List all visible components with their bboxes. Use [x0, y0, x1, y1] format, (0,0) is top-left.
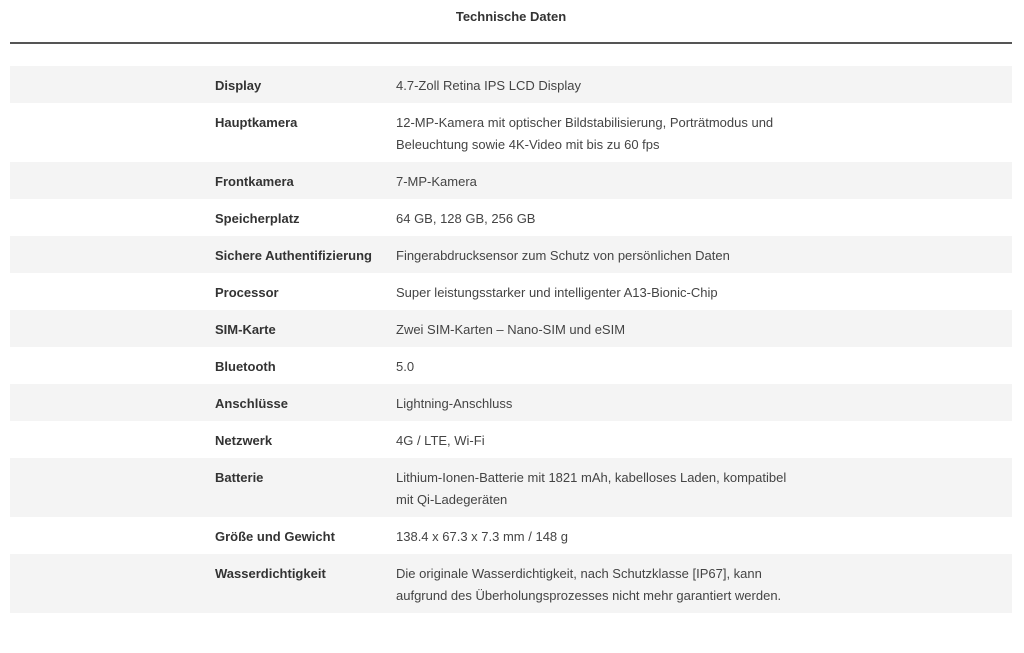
- spec-label: Batterie: [215, 458, 396, 517]
- spec-label: Frontkamera: [215, 162, 396, 199]
- spec-row-netzwerk: [10, 421, 1012, 458]
- spec-value: Fingerabdrucksensor zum Schutz von persönlichen Daten: [396, 236, 806, 273]
- spec-value: 4.7-Zoll Retina IPS LCD Display: [396, 66, 806, 103]
- spec-value: 64 GB, 128 GB, 256 GB: [396, 199, 806, 236]
- spec-value: Die originale Wasserdichtigkeit, nach Schutzklasse [IP67], kann aufgrund des Überholungsprozesses nicht mehr garantiert werden.: [396, 554, 806, 613]
- spec-row-wasserdichtigkeit: [10, 554, 1012, 613]
- spec-value: 5.0: [396, 347, 806, 384]
- spec-label: Processor: [215, 273, 396, 310]
- spec-value: 7-MP-Kamera: [396, 162, 806, 199]
- spec-row-bluetooth: [10, 347, 1012, 384]
- spec-value: 138.4 x 67.3 x 7.3 mm / 148 g: [396, 517, 806, 554]
- spec-row-sim-karte: [10, 310, 1012, 347]
- spec-value: 12-MP-Kamera mit optischer Bildstabilisierung, Porträtmodus und Beleuchtung sowie 4K-Video mit bis zu 60 fps: [396, 103, 806, 162]
- spec-row-speicherplatz: [10, 199, 1012, 236]
- spec-value: 4G / LTE, Wi-Fi: [396, 421, 806, 458]
- spec-label: Wasserdichtigkeit: [215, 554, 396, 613]
- spec-label: Bluetooth: [215, 347, 396, 384]
- spec-row-authentifizierung: [10, 236, 1012, 273]
- spec-label: Netzwerk: [215, 421, 396, 458]
- spec-label: Speicherplatz: [215, 199, 396, 236]
- spec-row-hauptkamera: [10, 103, 1012, 162]
- spec-row-processor: [10, 273, 1012, 310]
- spec-value: Lightning-Anschluss: [396, 384, 806, 421]
- spec-row-anschluesse: [10, 384, 1012, 421]
- spec-label: SIM-Karte: [215, 310, 396, 347]
- spec-label: Sichere Authentifizierung: [215, 236, 396, 273]
- spec-value: Zwei SIM-Karten – Nano-SIM und eSIM: [396, 310, 806, 347]
- tab-header: [10, 0, 1012, 44]
- spec-label: Display: [215, 66, 396, 103]
- spec-label: Anschlüsse: [215, 384, 396, 421]
- spec-value: Super leistungsstarker und intelligenter A13-Bionic-Chip: [396, 273, 806, 310]
- spec-label: Hauptkamera: [215, 103, 396, 162]
- tab-technische-daten[interactable]: Technische Daten: [455, 9, 567, 24]
- spec-value: Lithium-Ionen-Batterie mit 1821 mAh, kabelloses Laden, kompatibel mit Qi-Ladegeräten: [396, 458, 806, 517]
- spec-row-display: [10, 66, 1012, 103]
- spec-row-batterie: [10, 458, 1012, 517]
- spec-row-frontkamera: [10, 162, 1012, 199]
- spec-table: [10, 66, 1012, 613]
- spec-label: Größe und Gewicht: [215, 517, 396, 554]
- spec-row-groesse-gewicht: [10, 517, 1012, 554]
